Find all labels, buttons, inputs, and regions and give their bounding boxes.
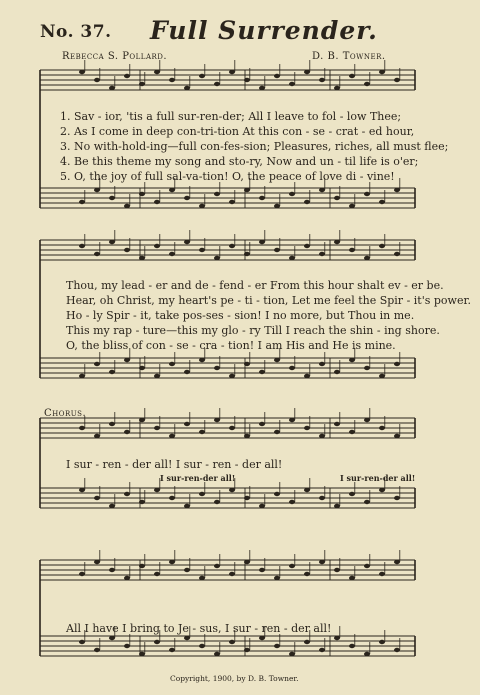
note-head xyxy=(334,636,340,640)
note-head xyxy=(259,240,265,244)
note-head xyxy=(214,366,220,370)
note-head xyxy=(229,488,235,492)
copyright-notice: Copyright, 1900, by D. B. Towner. xyxy=(170,674,299,683)
note-head xyxy=(124,358,130,362)
note-head xyxy=(334,504,340,508)
hymn-number: No. 37. xyxy=(40,22,112,42)
note-head xyxy=(334,370,340,374)
note-head xyxy=(349,358,355,362)
note-head xyxy=(139,564,145,568)
note-head xyxy=(349,74,355,78)
note-head xyxy=(229,244,235,248)
note-head xyxy=(244,252,250,256)
note-head xyxy=(139,366,145,370)
note-head xyxy=(214,564,220,568)
note-head xyxy=(169,648,175,652)
note-head xyxy=(109,370,115,374)
note-head xyxy=(364,418,370,422)
note-head xyxy=(304,488,310,492)
note-head xyxy=(364,652,370,656)
note-head xyxy=(169,362,175,366)
note-head xyxy=(364,366,370,370)
note-head xyxy=(259,370,265,374)
note-head xyxy=(259,196,265,200)
note-head xyxy=(154,488,160,492)
note-head xyxy=(94,434,100,438)
note-head xyxy=(94,648,100,652)
note-head xyxy=(364,192,370,196)
note-head xyxy=(169,496,175,500)
note-head xyxy=(169,78,175,82)
note-head xyxy=(274,74,280,78)
note-head xyxy=(334,86,340,90)
chorus-line-1: I sur - ren - der all! I sur - ren - der all! xyxy=(66,458,283,471)
verse-2-line-1: 2. As I come in deep con-tri-tion At this con - se - crat - ed hour, xyxy=(60,125,415,138)
note-head xyxy=(79,200,85,204)
note-head xyxy=(184,422,190,426)
note-head xyxy=(394,434,400,438)
note-head xyxy=(124,74,130,78)
verse-1-line-2: Thou, my lead - er and de - fend - er From this hour shalt ev - er be. xyxy=(66,279,444,292)
note-head xyxy=(79,244,85,248)
verse-5-line-1: 5. O, the joy of full sal-va-tion! O, the peace of love di - vine! xyxy=(60,170,395,183)
note-head xyxy=(79,640,85,644)
note-head xyxy=(394,78,400,82)
note-head xyxy=(109,196,115,200)
note-head xyxy=(319,362,325,366)
note-head xyxy=(289,256,295,260)
note-head xyxy=(364,500,370,504)
note-head xyxy=(244,560,250,564)
note-head xyxy=(304,640,310,644)
note-head xyxy=(394,496,400,500)
note-head xyxy=(274,358,280,362)
note-head xyxy=(319,188,325,192)
note-head xyxy=(334,240,340,244)
note-head xyxy=(349,204,355,208)
note-head xyxy=(229,426,235,430)
note-head xyxy=(199,644,205,648)
note-head xyxy=(364,256,370,260)
note-head xyxy=(124,248,130,252)
note-head xyxy=(214,192,220,196)
note-head xyxy=(169,434,175,438)
note-head xyxy=(394,362,400,366)
note-head xyxy=(259,422,265,426)
note-head xyxy=(154,244,160,248)
note-head xyxy=(154,70,160,74)
note-head xyxy=(199,492,205,496)
note-head xyxy=(379,374,385,378)
note-head xyxy=(304,70,310,74)
note-head xyxy=(199,204,205,208)
note-head xyxy=(124,204,130,208)
verse-3-line-1: 3. No with-hold-ing—full con-fes-sion; Pleasures, riches, all must flee; xyxy=(60,140,449,153)
note-head xyxy=(244,362,250,366)
note-head xyxy=(169,188,175,192)
note-head xyxy=(274,492,280,496)
note-head xyxy=(304,426,310,430)
note-head xyxy=(109,568,115,572)
note-head xyxy=(379,640,385,644)
note-head xyxy=(214,500,220,504)
note-head xyxy=(259,568,265,572)
note-head xyxy=(79,488,85,492)
note-head xyxy=(379,488,385,492)
note-head xyxy=(274,644,280,648)
note-head xyxy=(244,188,250,192)
note-head xyxy=(199,358,205,362)
note-head xyxy=(184,370,190,374)
note-head xyxy=(184,636,190,640)
note-head xyxy=(154,200,160,204)
note-head xyxy=(334,196,340,200)
note-head xyxy=(274,248,280,252)
note-head xyxy=(124,430,130,434)
note-head xyxy=(334,422,340,426)
note-head xyxy=(229,70,235,74)
note-head xyxy=(349,644,355,648)
note-head xyxy=(349,576,355,580)
verse-4-line-1: 4. Be this theme my song and sto-ry, Now and un - til life is o'er; xyxy=(60,155,419,168)
note-head xyxy=(214,256,220,260)
chorus-echo-2: I sur-ren-der all! xyxy=(340,473,416,483)
note-head xyxy=(349,430,355,434)
lyricist: Rebecca S. Pollard. xyxy=(62,51,168,62)
note-head xyxy=(109,240,115,244)
verse-3-line-2: Ho - ly Spir - it, take pos-ses - sion! I no more, but Thou in me. xyxy=(66,309,415,322)
note-head xyxy=(109,422,115,426)
note-head xyxy=(169,252,175,256)
note-head xyxy=(319,496,325,500)
note-head xyxy=(79,426,85,430)
note-head xyxy=(274,576,280,580)
note-head xyxy=(304,572,310,576)
note-head xyxy=(94,560,100,564)
note-head xyxy=(289,192,295,196)
note-head xyxy=(379,426,385,430)
note-head xyxy=(154,640,160,644)
note-head xyxy=(289,418,295,422)
chorus-echo-1: I sur-ren-der all! xyxy=(160,473,236,483)
note-head xyxy=(259,504,265,508)
note-head xyxy=(319,560,325,564)
note-head xyxy=(289,652,295,656)
note-head xyxy=(139,652,145,656)
note-head xyxy=(154,426,160,430)
verse-4-line-2: This my rap - ture—this my glo - ry Till I reach the shin - ing shore. xyxy=(66,324,440,337)
note-head xyxy=(319,648,325,652)
note-head xyxy=(124,576,130,580)
note-head xyxy=(79,572,85,576)
note-head xyxy=(199,576,205,580)
note-head xyxy=(379,572,385,576)
note-head xyxy=(364,564,370,568)
note-head xyxy=(349,492,355,496)
note-head xyxy=(289,564,295,568)
note-head xyxy=(94,188,100,192)
note-head xyxy=(229,640,235,644)
note-head xyxy=(139,82,145,86)
note-head xyxy=(139,418,145,422)
note-head xyxy=(274,204,280,208)
note-head xyxy=(184,196,190,200)
note-head xyxy=(139,192,145,196)
note-head xyxy=(229,572,235,576)
note-head xyxy=(229,200,235,204)
note-head xyxy=(304,374,310,378)
note-head xyxy=(214,82,220,86)
note-head xyxy=(109,636,115,640)
note-head xyxy=(184,240,190,244)
note-head xyxy=(304,244,310,248)
note-head xyxy=(394,648,400,652)
note-head xyxy=(124,492,130,496)
note-head xyxy=(379,70,385,74)
note-head xyxy=(304,200,310,204)
note-head xyxy=(199,430,205,434)
note-head xyxy=(319,252,325,256)
note-head xyxy=(289,82,295,86)
note-head xyxy=(94,496,100,500)
note-head xyxy=(244,78,250,82)
note-head xyxy=(139,500,145,504)
note-head xyxy=(379,200,385,204)
note-head xyxy=(199,248,205,252)
note-head xyxy=(79,374,85,378)
note-head xyxy=(259,636,265,640)
verse-1-line-1: 1. Sav - ior, 'tis a full sur-ren-der; All I leave to fol - low Thee; xyxy=(60,110,402,123)
note-head xyxy=(364,82,370,86)
note-head xyxy=(334,568,340,572)
note-head xyxy=(244,648,250,652)
hymn-title: Full Surrender. xyxy=(150,16,378,45)
note-head xyxy=(109,504,115,508)
note-head xyxy=(184,568,190,572)
note-head xyxy=(349,248,355,252)
note-head xyxy=(154,572,160,576)
note-head xyxy=(394,188,400,192)
note-head xyxy=(184,86,190,90)
note-head xyxy=(229,374,235,378)
note-head xyxy=(319,78,325,82)
note-head xyxy=(244,434,250,438)
verse-2-line-2: Hear, oh Christ, my heart's pe - ti - tion, Let me feel the Spir - it's power. xyxy=(66,294,472,307)
note-head xyxy=(94,78,100,82)
note-head xyxy=(394,560,400,564)
note-head xyxy=(94,252,100,256)
note-head xyxy=(274,430,280,434)
note-head xyxy=(289,366,295,370)
note-head xyxy=(289,500,295,504)
note-head xyxy=(109,86,115,90)
note-head xyxy=(394,252,400,256)
note-head xyxy=(184,504,190,508)
note-head xyxy=(154,374,160,378)
note-head xyxy=(199,74,205,78)
note-head xyxy=(259,86,265,90)
note-head xyxy=(319,434,325,438)
note-head xyxy=(169,560,175,564)
chorus-line-2: All I have I bring to Je - sus, I sur - ren - der all! xyxy=(66,622,332,635)
chorus-label: Chorus. xyxy=(44,408,87,419)
composer: D. B. Towner. xyxy=(312,51,386,62)
note-head xyxy=(379,244,385,248)
note-head xyxy=(79,70,85,74)
note-head xyxy=(244,496,250,500)
verse-5-line-2: O, the bliss of con - se - cra - tion! I am His and He is mine. xyxy=(66,339,396,352)
note-head xyxy=(214,418,220,422)
note-head xyxy=(214,652,220,656)
note-head xyxy=(94,362,100,366)
note-head xyxy=(139,256,145,260)
note-head xyxy=(124,644,130,648)
